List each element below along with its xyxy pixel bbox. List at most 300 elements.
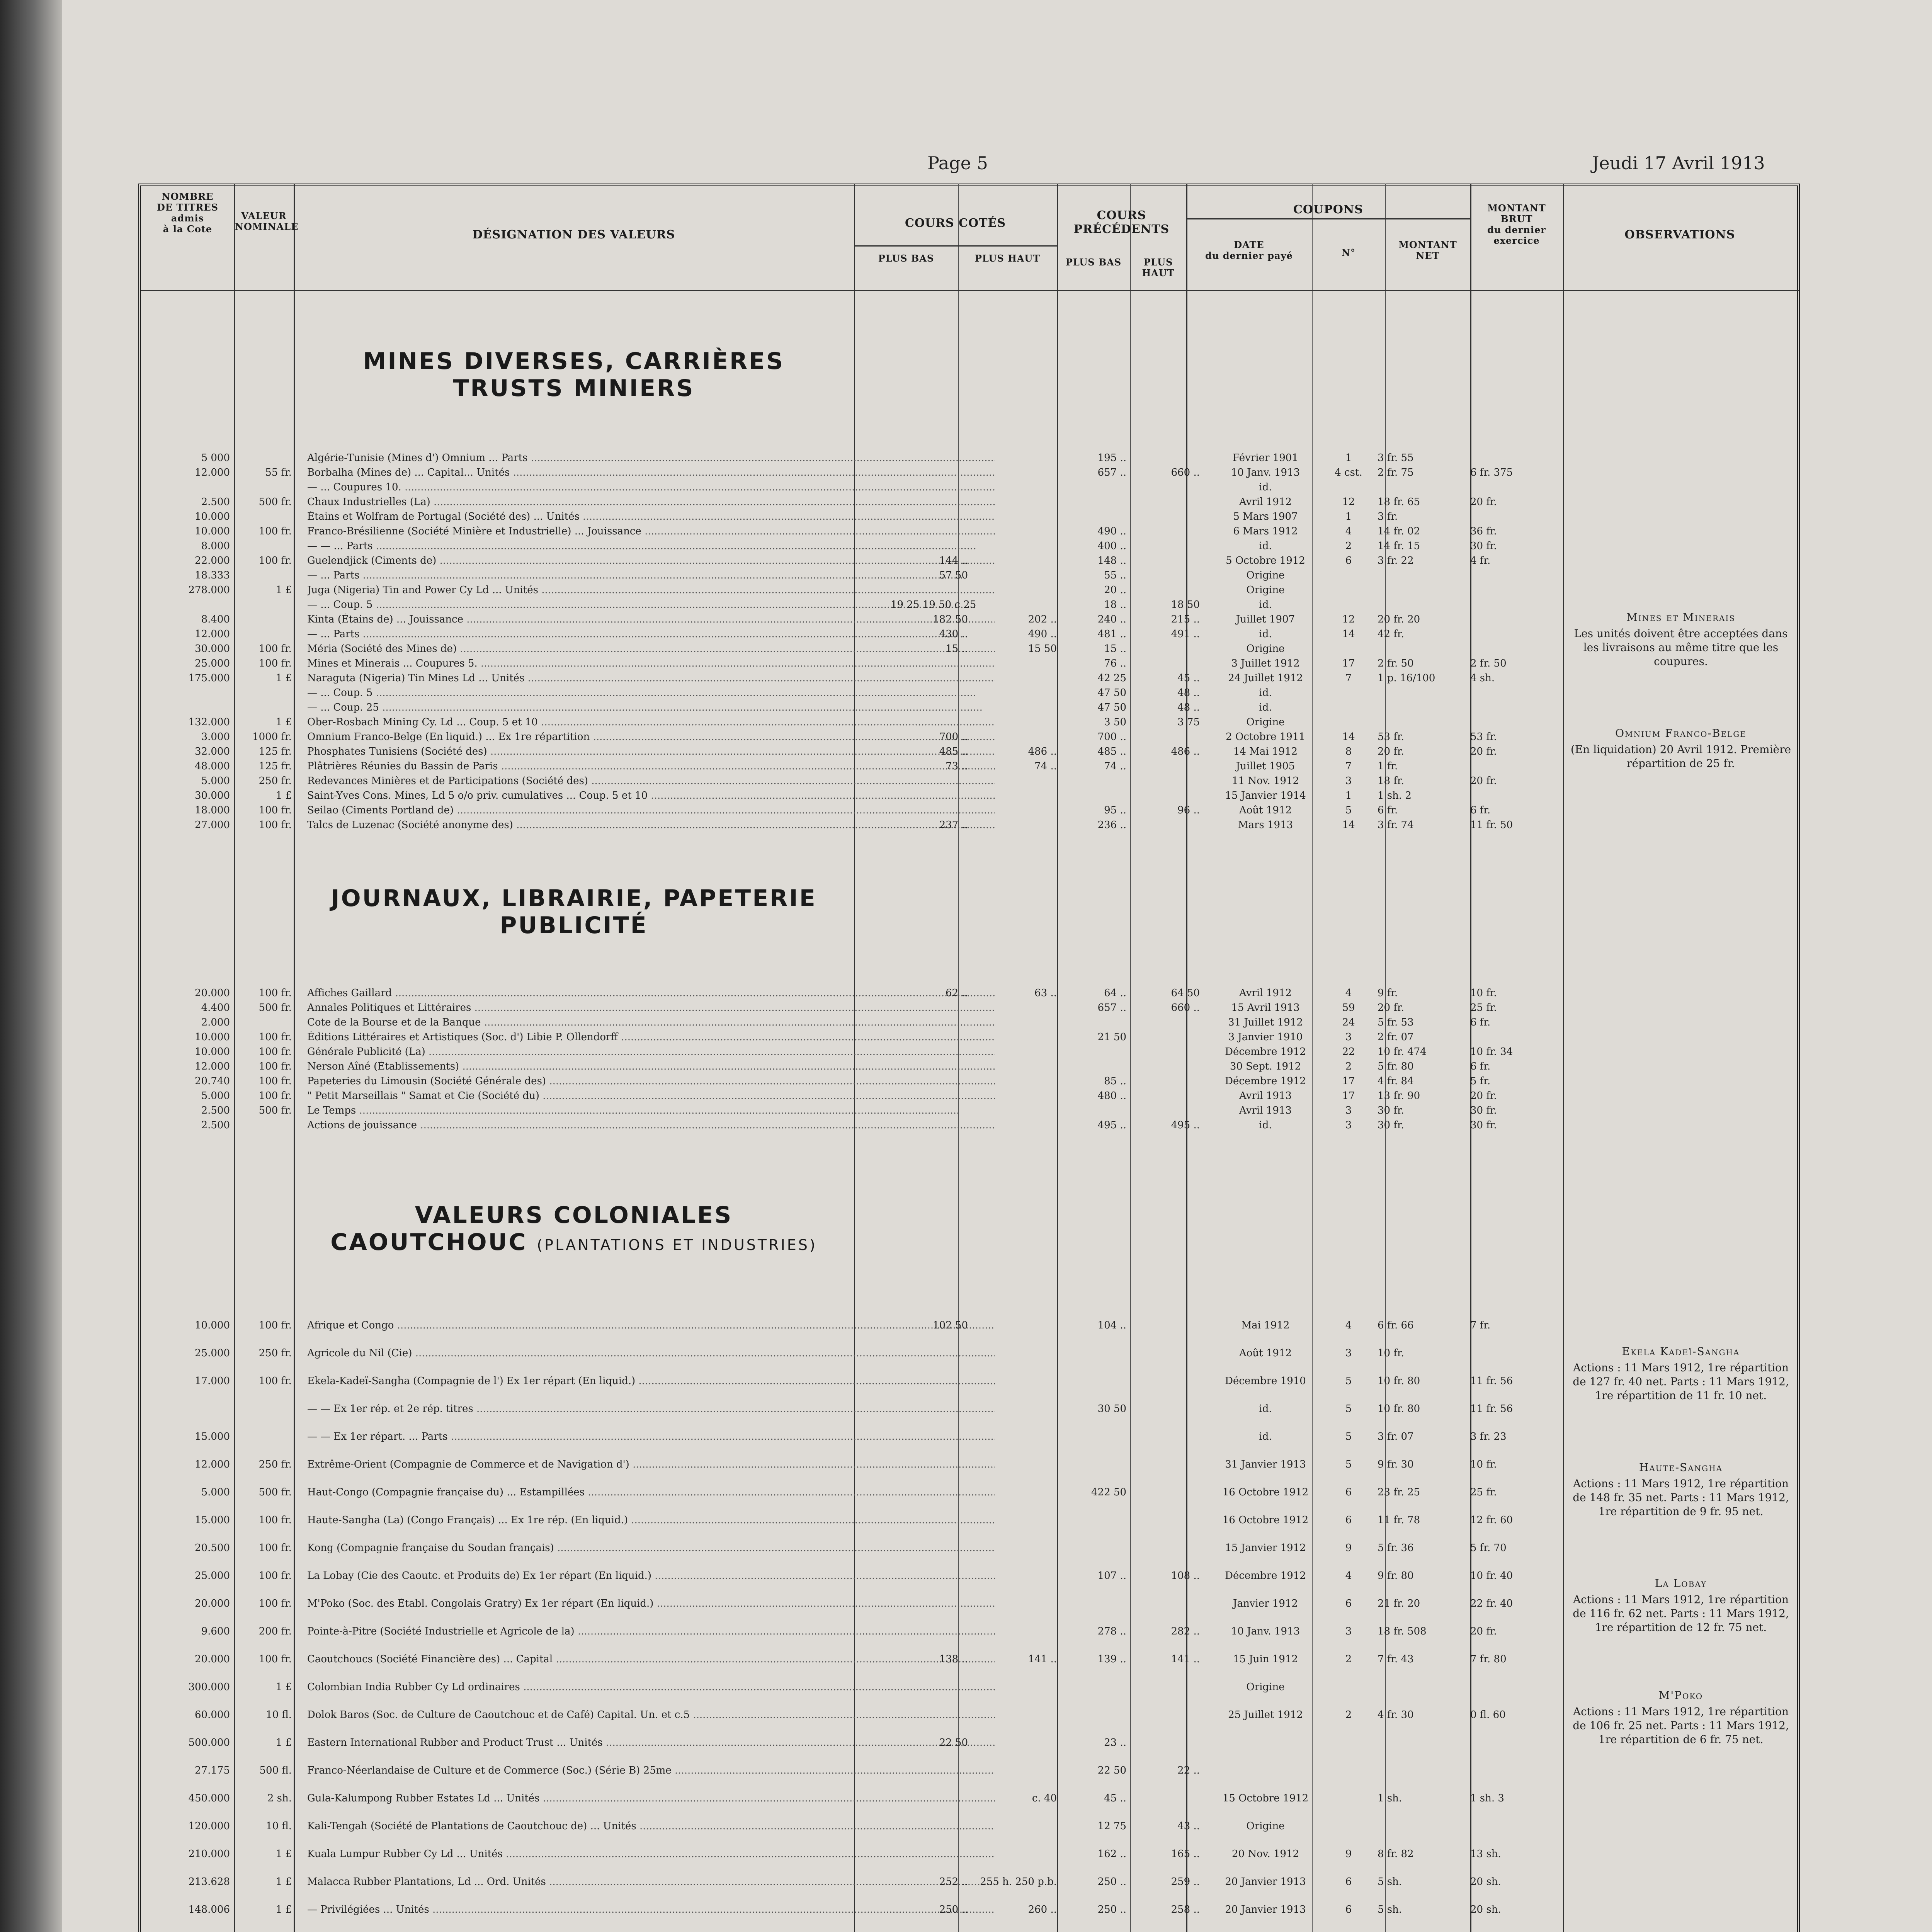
- cell-nombre: 210.000: [188, 1848, 230, 1860]
- cell-valeur: 100 fr.: [259, 1046, 292, 1058]
- cell-nombre: 3.000: [201, 731, 230, 743]
- cell-coupon-date: 15 Avril 1913: [1231, 1002, 1300, 1014]
- cell-coupon-date: 15 Janvier 1912: [1225, 1542, 1306, 1554]
- col-head-nombre: NOMBRE DE TITRES admis à la Cote: [157, 191, 218, 235]
- table-row: [141, 1375, 1563, 1387]
- table-row: [141, 1403, 1563, 1415]
- cell-designation: Plâtrières Réunies du Bassin de Paris .....: [307, 760, 995, 772]
- cell-designation: Kong (Compagnie française du Soudan français) .....: [307, 1542, 995, 1554]
- cell-coupon-date: 2 Octobre 1911: [1226, 731, 1305, 743]
- cell-nombre: 60.000: [195, 1709, 230, 1721]
- table-row: [141, 584, 1563, 596]
- cell-coupon-numero: 4: [1345, 1320, 1352, 1331]
- cell-prec-haut: 258 ..: [1171, 1904, 1200, 1915]
- cell-montant-brut: 7 fr.: [1470, 1320, 1491, 1331]
- cell-coupon-date: Origine: [1246, 1820, 1285, 1832]
- section-title-mines: MINES DIVERSES, CARRIÈRES TRUSTS MINIERS: [363, 348, 785, 402]
- cell-nombre: 25.000: [195, 1570, 230, 1582]
- cell-montant-brut: 10 fr.: [1470, 987, 1497, 999]
- cell-prec-haut: 495 ..: [1171, 1119, 1200, 1131]
- cell-prec-bas: 104 ..: [1097, 1320, 1126, 1331]
- observation-note: [1569, 1577, 1793, 1634]
- cell-designation: Affiches Gaillard .....: [307, 987, 995, 999]
- cell-prec-haut: 141 ..: [1171, 1653, 1200, 1665]
- cell-plus-bas: 144 ..: [939, 555, 968, 566]
- cell-coupon-date: Décembre 1912: [1225, 1075, 1306, 1087]
- cell-coupon-date: id.: [1259, 1119, 1272, 1131]
- cell-coupon-date: id.: [1259, 599, 1272, 611]
- cell-designation: Omnium Franco-Belge (En liquid.) ... Ex 1re répartition .....: [307, 731, 995, 743]
- cell-coupon-date: Décembre 1910: [1225, 1375, 1306, 1387]
- cell-designation: Franco-Néerlandaise de Culture et de Commerce (Soc.) (Série B) 25me .....: [307, 1765, 995, 1776]
- cell-montant-brut: 25 fr.: [1470, 1002, 1497, 1014]
- cell-montant-brut: 11 fr. 50: [1470, 819, 1513, 831]
- cell-montant-net: 1 fr.: [1378, 760, 1398, 772]
- cell-designation: Dolok Baros (Soc. de Culture de Caoutchouc et de Café) Capital. Un. et c.5 .....: [307, 1709, 995, 1721]
- cell-plus-bas: 62 ..: [946, 987, 968, 999]
- cell-coupon-numero: 4 cst.: [1335, 467, 1362, 478]
- cell-montant-net: 3 fr. 07: [1378, 1431, 1414, 1442]
- cell-prec-bas: 74 ..: [1104, 760, 1126, 772]
- cell-plus-bas: 250 ..: [939, 1904, 968, 1915]
- cell-plus-bas: 57 50: [939, 570, 968, 581]
- cell-montant-net: 18 fr. 508: [1378, 1626, 1427, 1637]
- cell-coupon-numero: 5: [1345, 1431, 1352, 1442]
- cell-valeur: 100 fr.: [259, 1375, 292, 1387]
- cell-plus-bas: 430 ..: [939, 628, 968, 640]
- cell-montant-net: 3 fr.: [1378, 511, 1398, 522]
- cell-designation: Franco-Brésilienne (Société Minière et Industrielle) ... Jouissance .....: [307, 526, 995, 537]
- cell-valeur: 55 fr.: [265, 467, 292, 478]
- cell-coupon-date: Août 1912: [1239, 1347, 1292, 1359]
- cell-montant-net: 3 fr. 22: [1378, 555, 1414, 566]
- cell-nombre: 48.000: [195, 760, 230, 772]
- cell-montant-net: 10 fr. 80: [1378, 1375, 1420, 1387]
- cell-valeur: 250 fr.: [259, 1347, 292, 1359]
- cell-coupon-date: id.: [1259, 702, 1272, 713]
- cell-montant-net: 21 fr. 20: [1378, 1598, 1420, 1609]
- cell-designation: " Petit Marseillais " Samat et Cie (Société du) .....: [307, 1090, 995, 1102]
- cell-coupon-date: 3 Juillet 1912: [1231, 658, 1300, 669]
- table-row: [141, 1105, 1563, 1116]
- cell-prec-bas: 47 50: [1097, 687, 1126, 699]
- table-row: [141, 1031, 1563, 1043]
- cell-montant-net: 18 fr. 65: [1378, 496, 1420, 508]
- cell-nombre: 27.175: [195, 1765, 230, 1776]
- cell-prec-bas: 15 ..: [1104, 643, 1126, 655]
- cell-coupon-numero: 5: [1345, 1403, 1352, 1415]
- cell-nombre: 15.000: [195, 1431, 230, 1442]
- section-title-coloniales: VALEURS COLONIALES CAOUTCHOUC (PLANTATIONS ET INDUSTRIES): [330, 1202, 817, 1256]
- cell-coupon-numero: 3: [1345, 1119, 1352, 1131]
- cell-plus-bas: 73 ..: [946, 760, 968, 772]
- header-subrule: [854, 245, 1057, 247]
- cell-plus-bas: 102 50: [933, 1320, 968, 1331]
- cell-prec-bas: 400 ..: [1097, 540, 1126, 552]
- observation-note: [1569, 611, 1793, 668]
- cell-designation: Kinta (Étains de) ... Jouissance .....: [307, 614, 995, 625]
- cell-prec-bas: 236 ..: [1097, 819, 1126, 831]
- cell-valeur: 500 fr.: [259, 1486, 292, 1498]
- cell-montant-brut: 6 fr.: [1470, 1017, 1491, 1028]
- cell-valeur: 100 fr.: [259, 804, 292, 816]
- cell-coupon-numero: 24: [1342, 1017, 1355, 1028]
- cell-coupon-numero: 14: [1342, 819, 1355, 831]
- cell-prec-bas: 485 ..: [1097, 746, 1126, 757]
- cell-montant-net: 1 p. 16/100: [1378, 672, 1435, 684]
- cell-valeur: 100 fr.: [259, 526, 292, 537]
- table-row: [141, 790, 1563, 801]
- cell-coupon-date: Décembre 1912: [1225, 1570, 1306, 1582]
- col-rule: [1130, 184, 1131, 1932]
- cell-designation: Le Temps .....: [307, 1105, 995, 1116]
- cell-montant-brut: 10 fr. 34: [1470, 1046, 1513, 1058]
- cell-nombre: 32.000: [195, 746, 230, 757]
- cell-montant-brut: 20 fr.: [1470, 1090, 1497, 1102]
- observation-note: [1569, 1461, 1793, 1519]
- cell-coupon-date: id.: [1259, 540, 1272, 552]
- table-row: [141, 1653, 1563, 1665]
- cell-montant-brut: 30 fr.: [1470, 1119, 1497, 1131]
- cell-coupon-numero: 14: [1342, 628, 1355, 640]
- table-row: [141, 731, 1563, 743]
- cell-coupon-numero: 1: [1345, 452, 1352, 464]
- cell-valeur: 1 £: [276, 790, 292, 801]
- cell-nombre: 213.628: [188, 1876, 230, 1888]
- cell-prec-bas: 422 50: [1091, 1486, 1126, 1498]
- cell-designation: Mines et Minerais ... Coupures 5. .....: [307, 658, 995, 669]
- cell-designation: Extrême-Orient (Compagnie de Commerce et de Navigation d') .....: [307, 1459, 995, 1470]
- table-row: [141, 1061, 1563, 1072]
- table-row: [141, 1820, 1563, 1832]
- table-row: [141, 1017, 1563, 1028]
- cell-coupon-date: Origine: [1246, 1681, 1285, 1693]
- cell-coupon-date: 15 Juin 1912: [1233, 1653, 1298, 1665]
- cell-montant-net: 7 fr. 43: [1378, 1653, 1414, 1665]
- cell-valeur: 125 fr.: [259, 760, 292, 772]
- cell-coupon-numero: 6: [1345, 1876, 1352, 1888]
- cell-coupon-date: 20 Janvier 1913: [1225, 1876, 1306, 1888]
- cell-montant-net: 9 fr. 80: [1378, 1570, 1414, 1582]
- cell-coupon-date: Mai 1912: [1241, 1320, 1290, 1331]
- cell-plus-haut: c. 40: [1032, 1793, 1057, 1804]
- cell-montant-brut: 6 fr. 375: [1470, 467, 1513, 478]
- col-head-prec-bas: PLUS BAS: [1065, 257, 1122, 268]
- cell-nombre: 17.000: [195, 1375, 230, 1387]
- cell-montant-net: 14 fr. 02: [1378, 526, 1420, 537]
- cell-nombre: 278.000: [188, 584, 230, 596]
- cell-valeur: 1 £: [276, 672, 292, 684]
- cell-plus-haut: 74 ..: [1034, 760, 1057, 772]
- table-row: [141, 746, 1563, 757]
- cell-designation: Cote de la Bourse et de la Banque .....: [307, 1017, 995, 1028]
- cell-prec-bas: 76 ..: [1104, 658, 1126, 669]
- table-row: [141, 1542, 1563, 1554]
- cell-coupon-numero: 2: [1345, 1061, 1352, 1072]
- cell-prec-bas: 657 ..: [1097, 467, 1126, 478]
- cell-plus-bas: 182 50: [933, 614, 968, 625]
- cell-coupon-numero: 2: [1345, 1709, 1352, 1721]
- cell-montant-net: 42 fr.: [1378, 628, 1404, 640]
- cell-montant-net: 14 fr. 15: [1378, 540, 1420, 552]
- cell-nombre: 25.000: [195, 658, 230, 669]
- cell-plus-haut: 15 50: [1028, 643, 1057, 655]
- cell-coupon-numero: 6: [1345, 1904, 1352, 1915]
- cell-montant-brut: 5 fr. 70: [1470, 1542, 1507, 1554]
- cell-coupon-date: 14 Mai 1912: [1233, 746, 1298, 757]
- cell-coupon-numero: 6: [1345, 1514, 1352, 1526]
- cell-designation: Haut-Congo (Compagnie française du) ... Estampillées .....: [307, 1486, 995, 1498]
- col-rule: [1470, 184, 1471, 1932]
- cell-coupon-numero: 8: [1345, 746, 1352, 757]
- cell-coupon-date: Mars 1913: [1238, 819, 1293, 831]
- table-row: [141, 526, 1563, 537]
- table-row: [141, 481, 1563, 493]
- cell-coupon-numero: 6: [1345, 555, 1352, 566]
- cell-prec-haut: 486 ..: [1171, 746, 1200, 757]
- cell-montant-net: 5 fr. 53: [1378, 1017, 1414, 1028]
- cell-prec-haut: 48 ..: [1177, 687, 1200, 699]
- cell-prec-haut: 43 ..: [1177, 1820, 1200, 1832]
- cell-designation: — ... Coupures 10. .....: [307, 481, 995, 493]
- cell-coupon-date: 20 Janvier 1913: [1225, 1904, 1306, 1915]
- cell-prec-bas: 250 ..: [1097, 1904, 1126, 1915]
- cell-nombre: 175.000: [188, 672, 230, 684]
- cell-plus-bas: 138 ..: [939, 1653, 968, 1665]
- cell-coupon-date: Juillet 1907: [1236, 614, 1295, 625]
- cell-coupon-numero: 17: [1342, 1075, 1355, 1087]
- cell-coupon-date: 10 Janv. 1913: [1231, 467, 1300, 478]
- cell-prec-haut: 3 75: [1177, 716, 1200, 728]
- col-head-date: DATE du dernier payé: [1205, 239, 1293, 261]
- cell-nombre: 5.000: [201, 775, 230, 787]
- cell-coupon-date: 6 Mars 1912: [1233, 526, 1298, 537]
- cell-coupon-numero: 3: [1345, 1626, 1352, 1637]
- cell-prec-bas: 480 ..: [1097, 1090, 1126, 1102]
- cell-montant-net: 10 fr.: [1378, 1347, 1404, 1359]
- cell-prec-bas: 22 50: [1097, 1765, 1126, 1776]
- cell-prec-haut: 660 ..: [1171, 1002, 1200, 1014]
- cell-nombre: 5.000: [201, 1090, 230, 1102]
- cell-coupon-date: Avril 1912: [1239, 987, 1292, 999]
- cell-valeur: 1 £: [276, 1904, 292, 1915]
- cell-montant-net: 20 fr.: [1378, 746, 1404, 757]
- cell-plus-bas: 19 25 19 50 c 25: [891, 599, 976, 611]
- cell-valeur: 1000 fr.: [252, 731, 292, 743]
- table-row: [141, 702, 1563, 713]
- cell-designation: — ... Parts .....: [307, 628, 995, 640]
- cell-prec-haut: 22 ..: [1177, 1765, 1200, 1776]
- col-rule: [1057, 184, 1058, 1932]
- cell-prec-bas: 47 50: [1097, 702, 1126, 713]
- cell-coupon-numero: 7: [1345, 760, 1352, 772]
- cell-nombre: 12.000: [195, 628, 230, 640]
- cell-montant-net: 2 fr. 50: [1378, 658, 1414, 669]
- cell-nombre: 20.000: [195, 1598, 230, 1609]
- cell-designation: — — Ex 1er répart. ... Parts .....: [307, 1431, 995, 1442]
- cell-montant-net: 8 fr. 82: [1378, 1848, 1414, 1860]
- table-row: [141, 1486, 1563, 1498]
- cell-coupon-numero: 22: [1342, 1046, 1355, 1058]
- cell-valeur: 100 fr.: [259, 987, 292, 999]
- cell-prec-haut: 165 ..: [1171, 1848, 1200, 1860]
- cell-designation: — Privilégiées ... Unités .....: [307, 1904, 995, 1915]
- cell-prec-bas: 107 ..: [1097, 1570, 1126, 1582]
- table-row: [141, 1347, 1563, 1359]
- cell-coupon-date: 25 Juillet 1912: [1228, 1709, 1303, 1721]
- cell-valeur: 1 £: [276, 1681, 292, 1693]
- col-head-observations: OBSERVATIONS: [1624, 228, 1735, 242]
- cell-coupon-date: 3 Janvier 1910: [1228, 1031, 1303, 1043]
- cell-valeur: 10 fl.: [266, 1709, 292, 1721]
- cell-montant-net: 1 sh. 2: [1378, 790, 1412, 801]
- cell-designation: Méria (Société des Mines de) .....: [307, 643, 995, 655]
- table-row: [141, 1598, 1563, 1609]
- cell-montant-net: 2 fr. 07: [1378, 1031, 1414, 1043]
- cell-coupon-date: id.: [1259, 628, 1272, 640]
- cell-coupon-numero: 9: [1345, 1542, 1352, 1554]
- cell-nombre: 10.000: [195, 511, 230, 522]
- cell-prec-bas: 240 ..: [1097, 614, 1126, 625]
- cell-montant-net: 3 fr. 55: [1378, 452, 1414, 464]
- cell-plus-haut: 63 ..: [1034, 987, 1057, 999]
- cell-montant-brut: 53 fr.: [1470, 731, 1497, 743]
- cell-plus-bas: 15 ..: [946, 643, 968, 655]
- observation-heading: La Lobay: [1655, 1577, 1707, 1590]
- cell-valeur: 500 fl.: [259, 1765, 292, 1776]
- col-head-valeur: VALEUR NOMINALE: [235, 210, 299, 232]
- table-row: [141, 658, 1563, 669]
- table-row: [141, 987, 1563, 999]
- cell-coupon-numero: 17: [1342, 1090, 1355, 1102]
- cell-montant-brut: 20 fr.: [1470, 775, 1497, 787]
- cell-coupon-date: Avril 1913: [1239, 1090, 1292, 1102]
- cell-montant-brut: 4 fr.: [1470, 555, 1491, 566]
- table-row: [141, 1075, 1563, 1087]
- cell-montant-brut: 20 sh.: [1470, 1904, 1501, 1915]
- cell-designation: Annales Politiques et Littéraires .....: [307, 1002, 995, 1014]
- cell-montant-brut: 36 fr.: [1470, 526, 1497, 537]
- cell-nombre: 22.000: [195, 555, 230, 566]
- cell-prec-bas: 657 ..: [1097, 1002, 1126, 1014]
- table-row: [141, 1002, 1563, 1014]
- section-title-journaux: JOURNAUX, LIBRAIRIE, PAPETERIE PUBLICITÉ: [331, 885, 817, 939]
- table-row: [141, 643, 1563, 655]
- section-subtitle: (PLANTATIONS ET INDUSTRIES): [537, 1236, 817, 1253]
- observation-heading: M'Poko: [1658, 1689, 1703, 1702]
- table-row: [141, 1709, 1563, 1721]
- cell-designation: Kuala Lumpur Rubber Cy Ld ... Unités .....: [307, 1848, 995, 1860]
- header-subrule: [1186, 218, 1470, 219]
- cell-designation: Générale Publicité (La) .....: [307, 1046, 995, 1058]
- observation-note: [1569, 1345, 1793, 1403]
- cell-nombre: 20.000: [195, 1653, 230, 1665]
- cell-nombre: 25.000: [195, 1347, 230, 1359]
- cell-coupon-date: 15 Janvier 1914: [1225, 790, 1306, 801]
- cell-coupon-date: Avril 1912: [1239, 496, 1292, 508]
- cell-montant-brut: 4 sh.: [1470, 672, 1495, 684]
- table-row: [141, 672, 1563, 684]
- cell-coupon-date: Juillet 1905: [1236, 760, 1295, 772]
- cell-plus-bas: 700 ..: [939, 731, 968, 743]
- page-number: Page 5: [927, 153, 988, 173]
- cell-nombre: 10.000: [195, 1046, 230, 1058]
- table-row: [141, 511, 1563, 522]
- cell-nombre: 18.000: [195, 804, 230, 816]
- cell-designation: Chaux Industrielles (La) .....: [307, 496, 995, 508]
- cell-valeur: 500 fr.: [259, 1105, 292, 1116]
- cell-nombre: 148.006: [188, 1904, 230, 1915]
- cell-prec-bas: 18 ..: [1104, 599, 1126, 611]
- cell-prec-bas: 148 ..: [1097, 555, 1126, 566]
- table-row: [141, 716, 1563, 728]
- cell-prec-bas: 162 ..: [1097, 1848, 1126, 1860]
- col-head-montant-brut: MONTANT BRUT du dernier exercice: [1487, 202, 1546, 246]
- cell-designation: — ... Coup. 5 .....: [307, 687, 995, 699]
- cell-valeur: 100 fr.: [259, 1653, 292, 1665]
- table-row: [141, 614, 1563, 625]
- cell-designation: Redevances Minières et de Participations (Société des) .....: [307, 775, 995, 787]
- cell-prec-bas: 700 ..: [1097, 731, 1126, 743]
- cell-montant-net: 4 fr. 84: [1378, 1075, 1414, 1087]
- cell-nombre: 120.000: [188, 1820, 230, 1832]
- cell-montant-net: 10 fr. 80: [1378, 1403, 1420, 1415]
- cell-nombre: 30.000: [195, 643, 230, 655]
- cell-plus-bas: 237 ..: [939, 819, 968, 831]
- observation-text: Actions : 11 Mars 1912, 1re répartition de 116 fr. 62 net. Parts : 11 Mars 1912, 1re répartition de 12 fr. 75 net.: [1573, 1593, 1789, 1634]
- table-row: [141, 1793, 1563, 1804]
- cell-montant-brut: 2 fr. 50: [1470, 658, 1507, 669]
- cell-designation: — — Ex 1er rép. et 2e rép. titres .....: [307, 1403, 995, 1415]
- cell-montant-net: 10 fr. 474: [1378, 1046, 1427, 1058]
- cell-designation: Juga (Nigeria) Tin and Power Cy Ld ... Unités .....: [307, 584, 995, 596]
- cell-designation: Malacca Rubber Plantations, Ld ... Ord. Unités .....: [307, 1876, 995, 1888]
- col-rule: [854, 184, 855, 1932]
- cell-montant-net: 30 fr.: [1378, 1119, 1404, 1131]
- col-head-cours-precedents: COURS PRÉCÉDENTS: [1073, 209, 1170, 236]
- col-rule: [1563, 184, 1564, 1932]
- cell-valeur: 1 £: [276, 584, 292, 596]
- cell-nombre: 5.000: [201, 1486, 230, 1498]
- cell-coupon-date: 11 Nov. 1912: [1231, 775, 1299, 787]
- cell-montant-net: 9 fr. 30: [1378, 1459, 1414, 1470]
- cell-nombre: 500.000: [188, 1737, 230, 1748]
- cell-coupon-date: 30 Sept. 1912: [1230, 1061, 1301, 1072]
- cell-nombre: 20.740: [195, 1075, 230, 1087]
- col-head-designation: DÉSIGNATION DES VALEURS: [472, 228, 675, 242]
- cell-designation: Caoutchoucs (Société Financière des) ... Capital .....: [307, 1653, 995, 1665]
- cell-plus-haut: 486 ..: [1028, 746, 1057, 757]
- cell-coupon-date: 31 Janvier 1913: [1225, 1459, 1306, 1470]
- cell-montant-brut: 1 sh. 3: [1470, 1793, 1504, 1804]
- cell-montant-brut: 10 fr. 40: [1470, 1570, 1513, 1582]
- cell-montant-net: 3 fr. 74: [1378, 819, 1414, 831]
- col-head-plus-bas: PLUS BAS: [878, 253, 934, 264]
- table-row: [141, 1431, 1563, 1442]
- cell-coupon-numero: 3: [1345, 1347, 1352, 1359]
- table-row: [141, 1570, 1563, 1582]
- cell-prec-bas: 95 ..: [1104, 804, 1126, 816]
- cell-coupon-date: id.: [1259, 687, 1272, 699]
- cell-designation: — ... Parts .....: [307, 570, 995, 581]
- cell-valeur: 1 £: [276, 1876, 292, 1888]
- cell-coupon-numero: 59: [1342, 1002, 1355, 1014]
- cell-designation: Seilao (Ciments Portland de) .....: [307, 804, 995, 816]
- cell-valeur: 125 fr.: [259, 746, 292, 757]
- col-rule: [1186, 184, 1187, 1932]
- cell-montant-net: 4 fr. 30: [1378, 1709, 1414, 1721]
- cell-nombre: 450.000: [188, 1793, 230, 1804]
